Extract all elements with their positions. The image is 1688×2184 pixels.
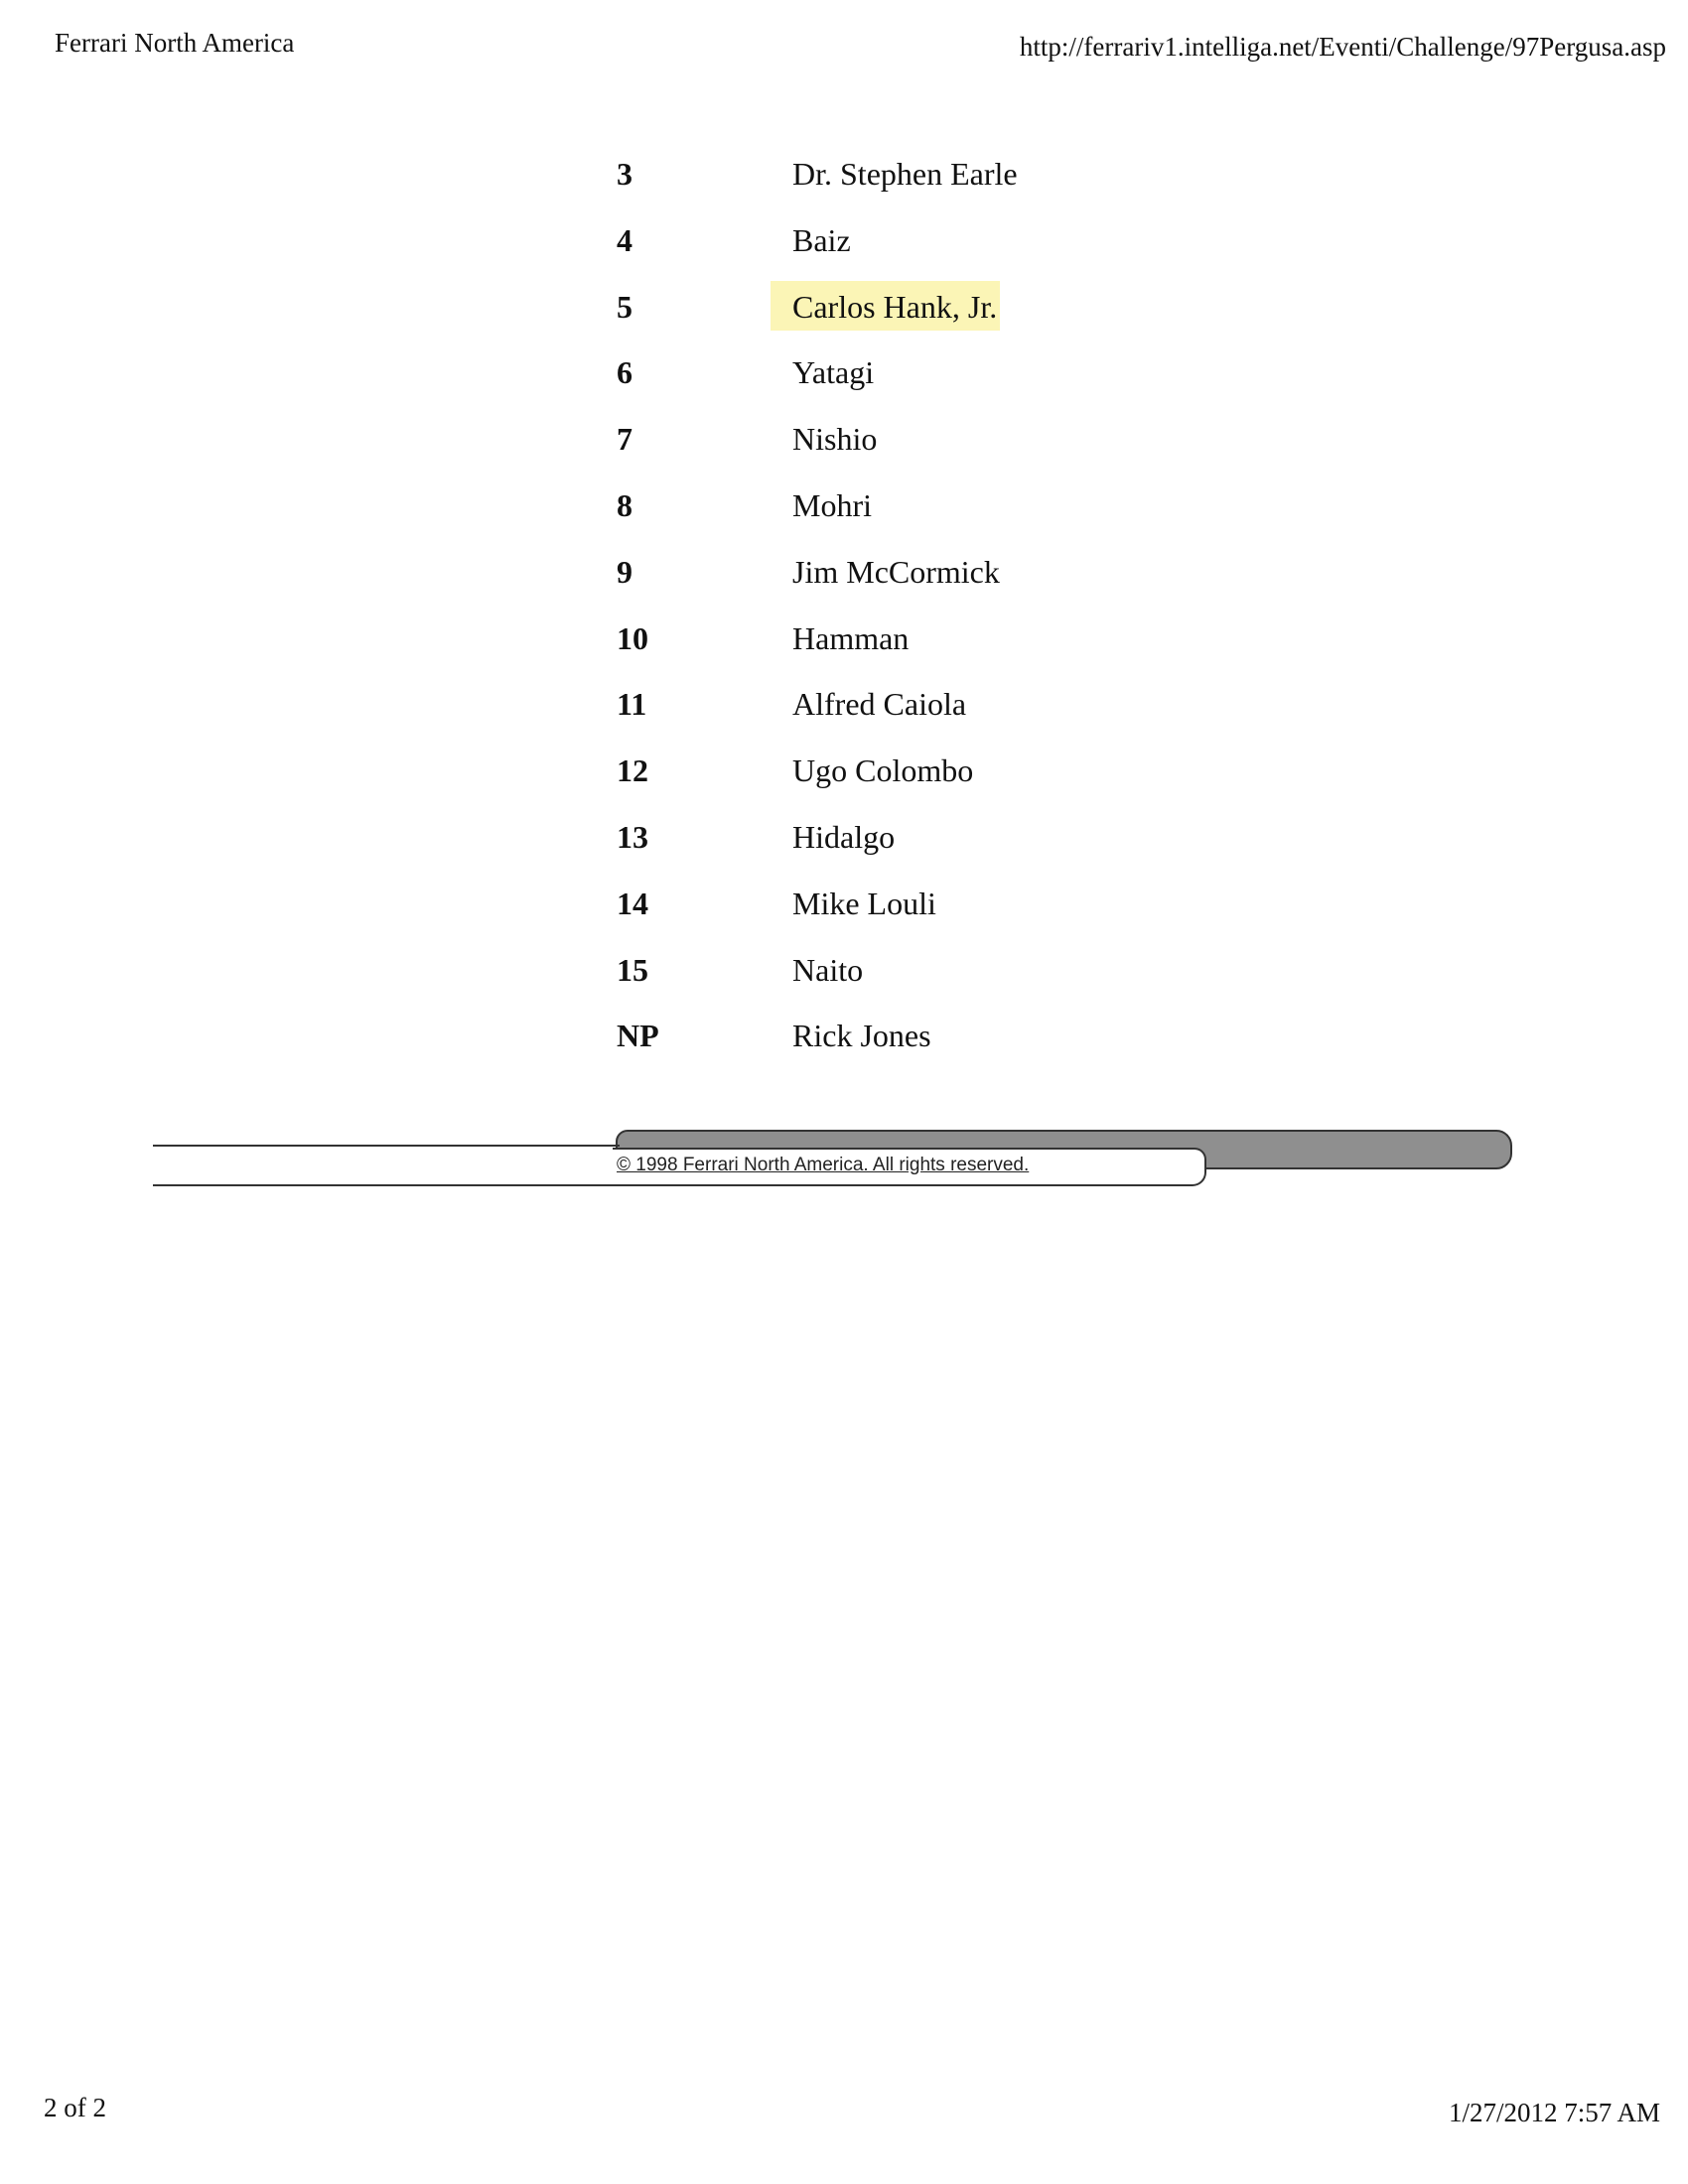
copyright-link[interactable]: © 1998 Ferrari North America. All rights reserved. — [617, 1155, 1030, 1175]
result-position: 9 — [617, 553, 633, 590]
result-row — [617, 485, 1212, 552]
result-position: 5 — [617, 288, 633, 325]
result-row — [617, 884, 1212, 950]
result-row — [617, 352, 1212, 419]
result-row — [617, 154, 1212, 220]
result-position: NP — [617, 1018, 659, 1054]
result-row — [617, 220, 1212, 287]
result-position: 3 — [617, 156, 633, 192]
result-driver: Rick Jones — [792, 1018, 931, 1054]
result-position: 15 — [617, 951, 648, 988]
footer-bar-line-bottom — [153, 1184, 620, 1186]
result-position: 6 — [617, 354, 633, 391]
result-driver: Baiz — [792, 221, 851, 258]
result-position: 8 — [617, 486, 633, 523]
results-list — [617, 154, 1212, 1082]
footer-bar-line-top — [153, 1145, 620, 1147]
result-driver: Mohri — [792, 486, 872, 523]
result-driver: Nishio — [792, 421, 878, 458]
print-footer-timestamp: 1/27/2012 7:57 AM — [1448, 2098, 1660, 2127]
result-driver-highlighted: Carlos Hank, Jr. — [771, 281, 1000, 331]
result-position: 12 — [617, 752, 648, 789]
result-row — [617, 618, 1212, 685]
print-footer-page-number: 2 of 2 — [44, 2093, 106, 2122]
result-position: 10 — [617, 619, 648, 656]
result-position: 11 — [617, 686, 647, 723]
result-driver: Mike Louli — [792, 885, 936, 921]
result-row — [617, 817, 1212, 884]
print-header-url: http://ferrariv1.intelliga.net/Eventi/Challenge/97Pergusa.asp — [1019, 32, 1666, 62]
result-row — [617, 684, 1212, 751]
result-position: 13 — [617, 818, 648, 855]
result-row — [617, 287, 1212, 353]
result-driver: Naito — [792, 951, 864, 988]
result-driver: Hidalgo — [792, 818, 896, 855]
result-row — [617, 552, 1212, 618]
result-driver: Alfred Caiola — [792, 686, 967, 723]
result-row — [617, 751, 1212, 817]
result-driver: Yatagi — [792, 354, 875, 391]
result-driver: Ugo Colombo — [792, 752, 974, 789]
result-driver: Jim McCormick — [792, 553, 1000, 590]
result-position: 7 — [617, 421, 633, 458]
result-position: 14 — [617, 885, 648, 921]
print-header-site-title: Ferrari North America — [55, 28, 295, 58]
result-row — [617, 1016, 1212, 1082]
result-position: 4 — [617, 221, 633, 258]
result-driver: Hamman — [792, 619, 910, 656]
result-row — [617, 419, 1212, 485]
result-row — [617, 950, 1212, 1017]
result-driver: Dr. Stephen Earle — [792, 156, 1018, 192]
